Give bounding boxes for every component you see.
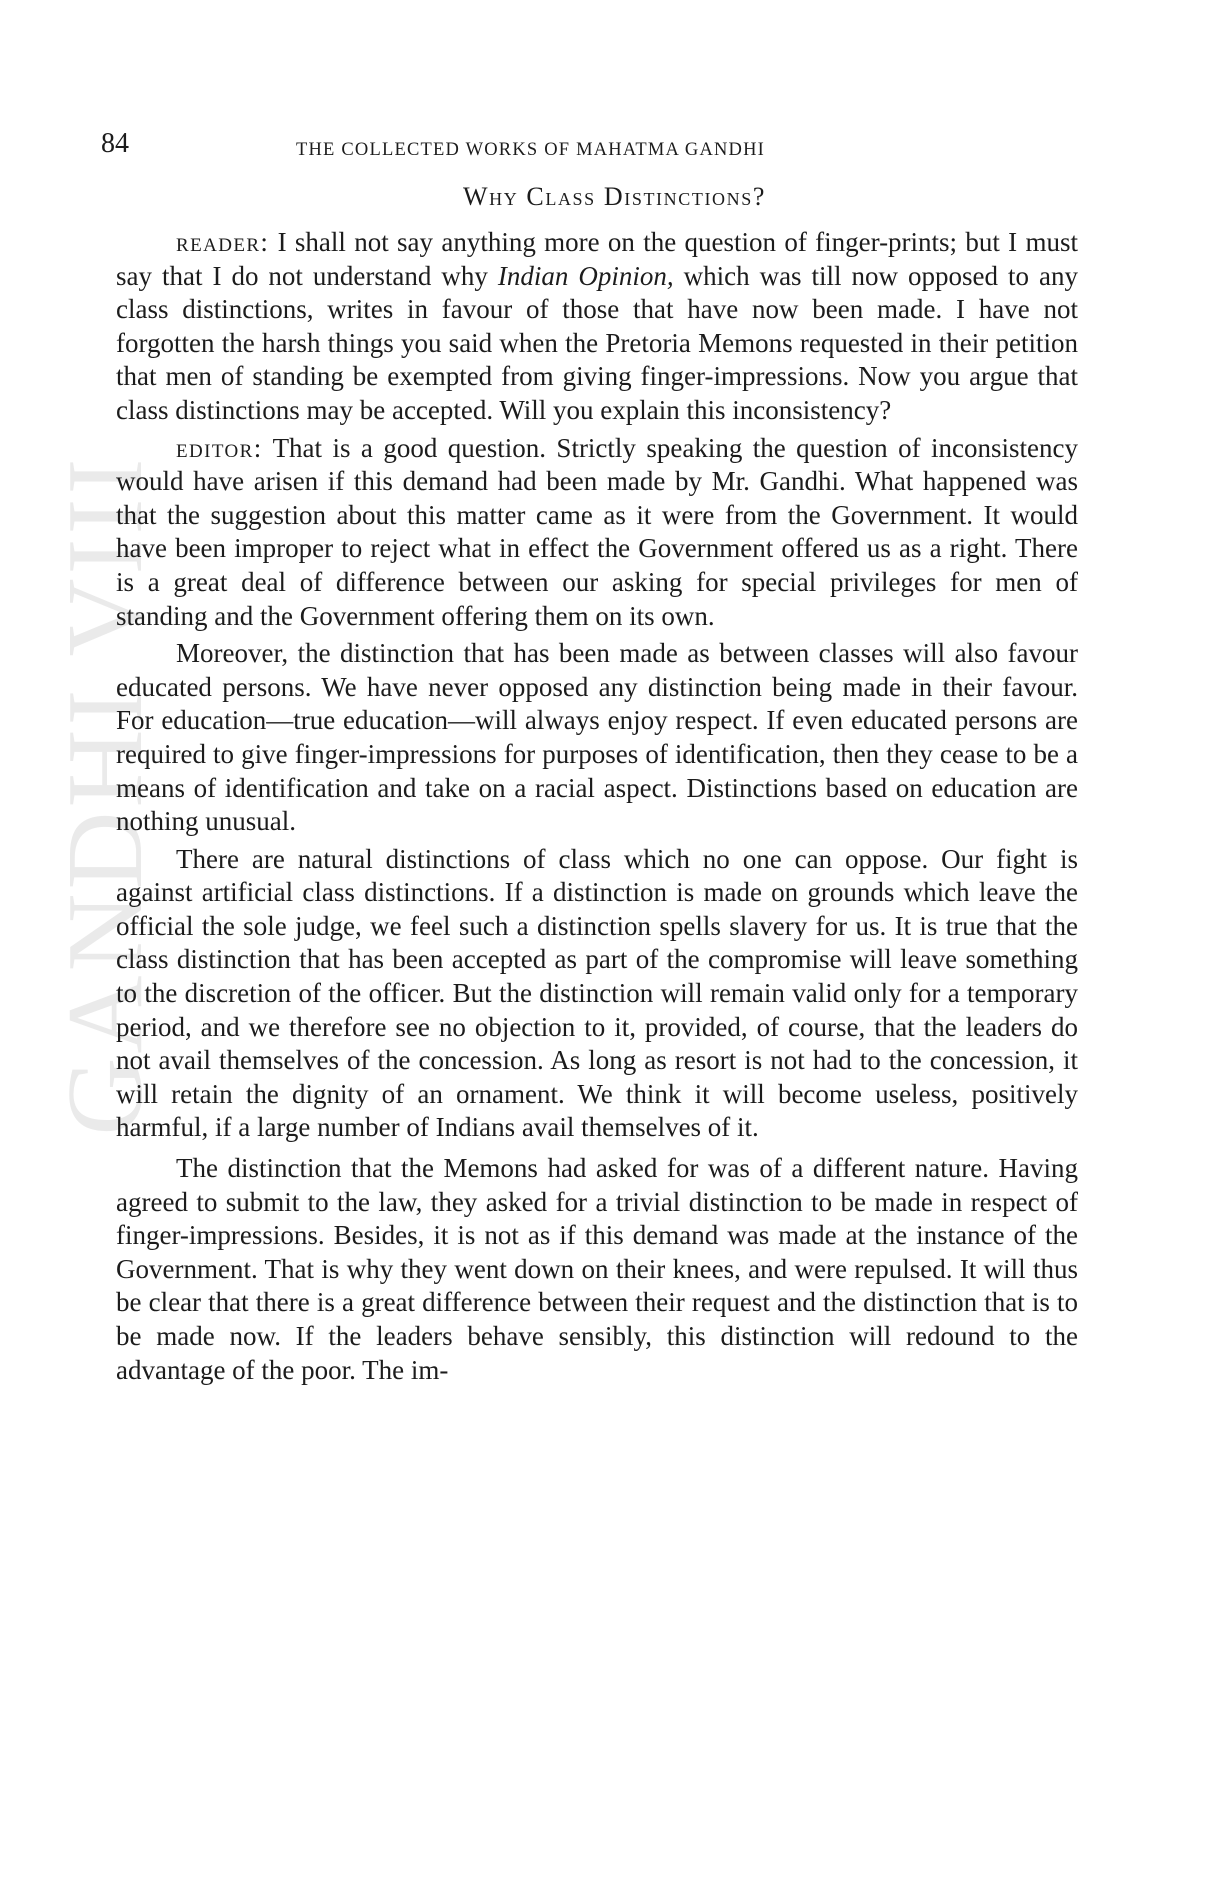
paragraph-editor bbox=[116, 432, 1078, 634]
speaker-label-reader: reader: bbox=[176, 227, 270, 257]
body-text bbox=[116, 226, 1078, 1387]
paragraph: Moreover, the distinction that has been made as between classes will also favour educated persons. We have never opposed any distinction being made in their favour. For education—true education—will always enjoy respect. If even educated persons are required to give finger-impressions for purposes of identification, then they cease to be a means of identification and take on a racial aspect. Distinctions based on education are nothing unusual. bbox=[116, 638, 1078, 837]
paragraph-text: That is a good question. Strictly speaking the question of inconsistency would have arisen if this demand had been made by Mr. Gandhi. What happened was that the suggestion about this matter came as it were from the Government. It would have been improper to reject what in effect the Government offered us as a right. There is a great deal of difference between our asking for special privileges for men of standing and the Government offering them on its own. bbox=[116, 432, 1078, 631]
page-number: 84 bbox=[101, 128, 129, 159]
section-title: Why Class Distinctions? bbox=[462, 182, 766, 211]
watermark-text: GANDHI VIII bbox=[45, 454, 165, 1136]
publication-title: Indian Opinion, bbox=[497, 260, 674, 291]
paragraph: The distinction that the Memons had asked for was of a different nature. Having agreed to submit to the law, they asked for a trivial distinction to be made in respect of finger-impressions. Besides, it is not as if this demand was made at the instance of the Government. That is why they went down on their knees, and were repulsed. It will thus be clear that there is a great difference between their request and the distinction that is to be made now. If the leaders behave sensibly, this distinction will redound to the advantage of the poor. The im- bbox=[116, 1153, 1078, 1385]
speaker-label-editor: editor: bbox=[176, 432, 263, 463]
paragraph-text: which was till now opposed to any class distinctions, writes in favour of those that have now been made. I have not forgotten the harsh things you said when the Pretoria Memons requested in their petition that men of standing be exempted from giving finger-impressions. Now you argue that class distinctions may be accepted. Will you explain this inconsistency? bbox=[116, 260, 1078, 425]
paragraph: There are natural distinctions of class which no one can oppose. Our fight is against artificial class distinctions. If a distinction is made on grounds which leave the official the sole judge, we feel such a distinction spells slavery for us. It is true that the class distinction that has been accepted as part of the compromise will leave something to the discretion of the officer. But the distinction will remain valid only for a temporary period, and we therefore see no objection to it, provided, of course, that the leaders do not avail themselves of the concession. As long as resort is not had to the concession, it will retain the dignity of an ornament. We think it will become useless, positively harmful, if a large number of Indians avail themselves of it. bbox=[116, 843, 1078, 1143]
paragraph-reader bbox=[116, 226, 1078, 428]
running-head: THE COLLECTED WORKS OF MAHATMA GANDHI bbox=[296, 140, 766, 160]
page-header bbox=[101, 128, 1101, 168]
paragraph-text: I shall not say anything more on the question of finger-prints; but I must say that I do not understand why bbox=[116, 227, 1078, 291]
